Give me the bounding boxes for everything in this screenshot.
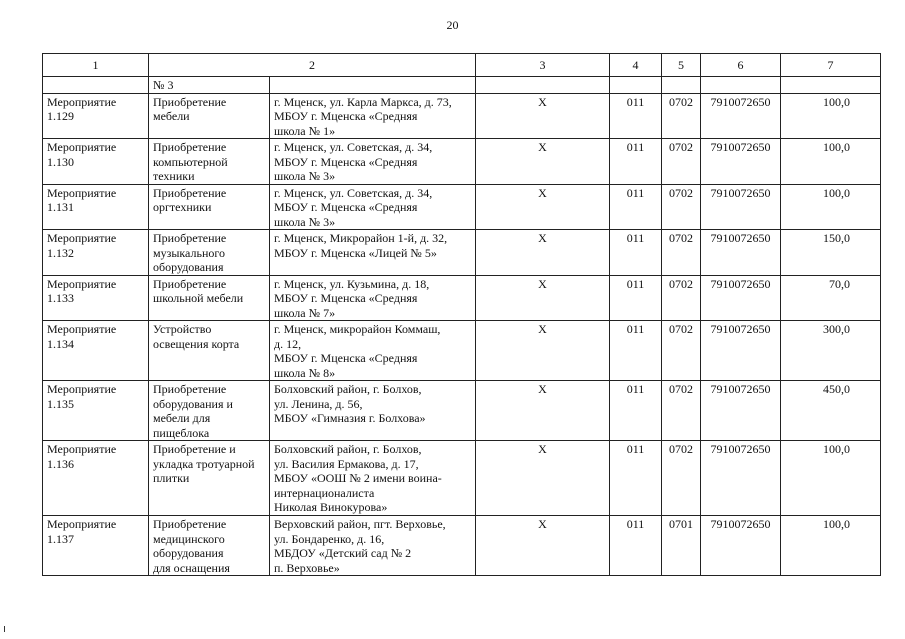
measure-id-cell: Мероприятие 1.135 <box>43 381 149 441</box>
measure-id-cell: Мероприятие 1.129 <box>43 93 149 139</box>
table-row <box>43 321 881 381</box>
col3-cell: Х <box>476 275 610 321</box>
table-header <box>43 54 881 77</box>
col3-cell: Х <box>476 93 610 139</box>
col4-cell: 011 <box>610 184 662 230</box>
col6-cell: 7910072650 <box>701 275 781 321</box>
header-col-3: 3 <box>476 54 610 77</box>
cell-empty <box>610 77 662 94</box>
col5-cell: 0702 <box>662 321 701 381</box>
col5-cell: 0701 <box>662 516 701 576</box>
col5-cell: 0702 <box>662 230 701 276</box>
cell-empty <box>781 77 881 94</box>
col6-cell: 7910072650 <box>701 516 781 576</box>
col5-cell: 0702 <box>662 139 701 185</box>
amount-cell: 100,0 <box>781 441 881 516</box>
address-cell: г. Мценск, ул. Карла Маркса, д. 73, МБОУ г. Мценска «Средняя школа № 1» <box>270 93 476 139</box>
col3-cell: Х <box>476 139 610 185</box>
header-col-1: 1 <box>43 54 149 77</box>
col4-cell: 011 <box>610 93 662 139</box>
continuation-label: № 3 <box>149 77 270 94</box>
amount-cell: 100,0 <box>781 93 881 139</box>
col3-cell: Х <box>476 230 610 276</box>
col4-cell: 011 <box>610 516 662 576</box>
budget-table <box>42 53 881 576</box>
col6-cell: 7910072650 <box>701 230 781 276</box>
address-cell: г. Мценск, ул. Кузьмина, д. 18, МБОУ г. Мценска «Средняя школа № 7» <box>270 275 476 321</box>
header-col-2: 2 <box>149 54 476 77</box>
col4-cell: 011 <box>610 275 662 321</box>
measure-name-cell: Приобретение оборудования и мебели для пищеблока <box>149 381 270 441</box>
table-row <box>43 516 881 576</box>
cell-empty <box>476 77 610 94</box>
col3-cell: Х <box>476 516 610 576</box>
amount-cell: 100,0 <box>781 184 881 230</box>
table-row <box>43 93 881 139</box>
measure-name-cell: Приобретение мебели <box>149 93 270 139</box>
table-row <box>43 275 881 321</box>
col4-cell: 011 <box>610 139 662 185</box>
header-col-6: 6 <box>701 54 781 77</box>
measure-name-cell: Приобретение оргтехники <box>149 184 270 230</box>
col5-cell: 0702 <box>662 275 701 321</box>
amount-cell: 70,0 <box>781 275 881 321</box>
measure-name-cell: Приобретение школьной мебели <box>149 275 270 321</box>
col4-cell: 011 <box>610 381 662 441</box>
col4-cell: 011 <box>610 321 662 381</box>
page-number: 20 <box>446 18 459 32</box>
measure-name-cell: Приобретение и укладка тротуарной плитки <box>149 441 270 516</box>
measure-id-cell: Мероприятие 1.137 <box>43 516 149 576</box>
header-col-4: 4 <box>610 54 662 77</box>
table-row <box>43 381 881 441</box>
measure-id-cell: Мероприятие 1.130 <box>43 139 149 185</box>
address-cell: г. Мценск, ул. Советская, д. 34, МБОУ г. Мценска «Средняя школа № 3» <box>270 139 476 185</box>
table-row <box>43 139 881 185</box>
continuation-row <box>43 77 881 94</box>
amount-cell: 300,0 <box>781 321 881 381</box>
address-cell: г. Мценск, ул. Советская, д. 34, МБОУ г. Мценска «Средняя школа № 3» <box>270 184 476 230</box>
table-body <box>43 77 881 576</box>
amount-cell: 150,0 <box>781 230 881 276</box>
address-cell: Верховский район, пгт. Верховье, ул. Бондаренко, д. 16, МБДОУ «Детский сад № 2 п. Верховье» <box>270 516 476 576</box>
measure-id-cell: Мероприятие 1.131 <box>43 184 149 230</box>
col3-cell: Х <box>476 184 610 230</box>
address-cell: г. Мценск, микрорайон Коммаш, д. 12, МБОУ г. Мценска «Средняя школа № 8» <box>270 321 476 381</box>
measure-id-cell: Мероприятие 1.136 <box>43 441 149 516</box>
col5-cell: 0702 <box>662 184 701 230</box>
cell-empty <box>43 77 149 94</box>
address-cell: г. Мценск, Микрорайон 1-й, д. 32, МБОУ г. Мценска «Лицей № 5» <box>270 230 476 276</box>
measure-name-cell: Приобретение музыкального оборудования <box>149 230 270 276</box>
address-cell: Болховский район, г. Болхов, ул. Василия Ермакова, д. 17, МБОУ «ООШ № 2 имени воина- интернационалиста Николая Винокурова» <box>270 441 476 516</box>
measure-name-cell: Приобретение медицинского оборудования для оснащения <box>149 516 270 576</box>
table-row <box>43 441 881 516</box>
measure-name-cell: Устройство освещения корта <box>149 321 270 381</box>
col6-cell: 7910072650 <box>701 139 781 185</box>
cell-empty <box>701 77 781 94</box>
col5-cell: 0702 <box>662 381 701 441</box>
col3-cell: Х <box>476 321 610 381</box>
header-col-5: 5 <box>662 54 701 77</box>
col5-cell: 0702 <box>662 93 701 139</box>
measure-name-cell: Приобретение компьютерной техники <box>149 139 270 185</box>
amount-cell: 450,0 <box>781 381 881 441</box>
header-col-7: 7 <box>781 54 881 77</box>
col5-cell: 0702 <box>662 441 701 516</box>
scan-mark <box>4 626 5 632</box>
measure-id-cell: Мероприятие 1.133 <box>43 275 149 321</box>
table-row <box>43 184 881 230</box>
table-row <box>43 230 881 276</box>
col6-cell: 7910072650 <box>701 321 781 381</box>
cell-empty <box>662 77 701 94</box>
col4-cell: 011 <box>610 441 662 516</box>
measure-id-cell: Мероприятие 1.134 <box>43 321 149 381</box>
measure-id-cell: Мероприятие 1.132 <box>43 230 149 276</box>
amount-cell: 100,0 <box>781 139 881 185</box>
cell-empty <box>270 77 476 94</box>
col6-cell: 7910072650 <box>701 93 781 139</box>
amount-cell: 100,0 <box>781 516 881 576</box>
col6-cell: 7910072650 <box>701 381 781 441</box>
col3-cell: Х <box>476 441 610 516</box>
col6-cell: 7910072650 <box>701 184 781 230</box>
col3-cell: Х <box>476 381 610 441</box>
col6-cell: 7910072650 <box>701 441 781 516</box>
address-cell: Болховский район, г. Болхов, ул. Ленина, д. 56, МБОУ «Гимназия г. Болхова» <box>270 381 476 441</box>
col4-cell: 011 <box>610 230 662 276</box>
